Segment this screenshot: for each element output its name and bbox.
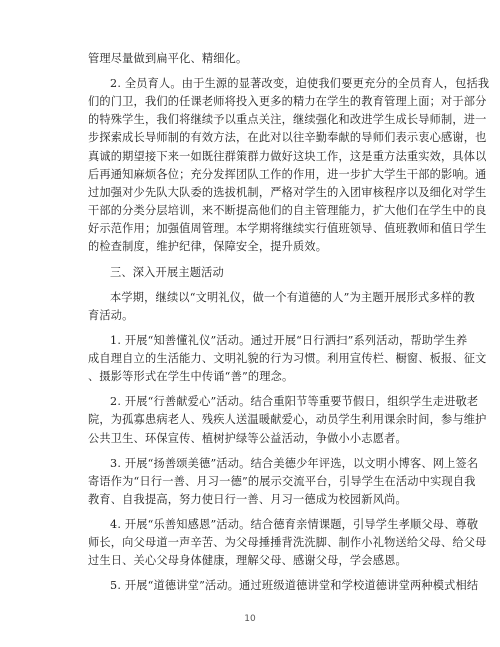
text-line-10: 好示范作用；加强值周管理。本学期将继续实行值班领导、值班教师和值日学生 xyxy=(88,221,487,235)
text-line-13: 本学期，继续以“文明礼仪，做一个有道德的人”为主题开展形式多样的教 xyxy=(110,290,475,304)
text-line-26: 过生日、关心父母身体健康，理解父母、感谢父母，学会感恩。 xyxy=(88,554,407,567)
text-line-27: 5. 开展“道德讲堂”活动。通过班级道德讲堂和学校道德讲堂两种模式相结 xyxy=(110,579,479,592)
section-heading: 三、深入开展主题活动 xyxy=(110,265,224,279)
text-line-23: 教育、自我提高，努力使日行一善、月习一德成为校园新风尚。 xyxy=(88,492,407,506)
text-line-15: 1. 开展“知善懂礼仪”活动。通过开展“日行洒扫”系列活动，帮助学生养 xyxy=(110,334,468,347)
text-line-11: 的检查制度，维护纪律，保障安全，提升质效。 xyxy=(88,240,328,253)
text-line-3: 们的门卫，我们的任课老师将投入更多的精力在学生的教育管理上面；对于部分 xyxy=(88,95,487,109)
page-number: 10 xyxy=(244,614,256,624)
text-line-22: 寄语作为“日行一善、月习一德”的展示交流平台，引导学生在活动中实现自我 xyxy=(88,474,476,488)
text-line-7: 后再通知麻烦各位；充分发挥团队工作的作用，进一步扩大学生干部的影响。通 xyxy=(88,167,487,181)
text-line-17: 、摄影等形式在学生中传诵“善”的理念。 xyxy=(88,370,294,384)
text-line-4: 的特殊学生，我们将继续予以重点关注，继续强化和改进学生成长导师制，进一 xyxy=(88,113,487,127)
text-line-14: 育活动。 xyxy=(88,309,134,322)
text-line-19: 院，为孤寡患病老人、残疾人送温暖献爱心，动员学生利用课余时间，参与维护 xyxy=(88,413,487,427)
text-line-5: 步探索成长导师制的有效方法，在此对以往辛勤奉献的导师们表示衷心感谢，也 xyxy=(88,131,487,145)
text-line-24: 4. 开展“乐善知感恩”活动。结合德育亲情课题，引导学生孝顺父母、尊敬 xyxy=(110,517,479,531)
text-line-2: 2. 全员育人。由于生源的显著改变，迫使我们要更充分的全员育人，包括我 xyxy=(110,77,490,90)
text-line-9: 干部的分类分层培训，来不断提高他们的自主管理能力，扩大他们在学生中的良 xyxy=(88,203,487,217)
text-line-16: 成自理自立的生活能力、文明礼貌的行为习惯。利用宣传栏、橱窗、板报、征文 xyxy=(88,352,487,366)
text-line-18: 2. 开展“行善献爱心”活动。结合重阳节等重要节假日，组织学生走进敬老 xyxy=(110,395,479,409)
text-line-20: 公共卫生、环保宣传、植树护绿等公益活动，争做小小志愿者。 xyxy=(88,431,407,445)
text-line-8: 过加强对少先队大队委的选拔机制，严格对学生的入团审核程序以及细化对学生 xyxy=(88,185,487,199)
text-line-6: 真诚的期望接下来一如既往群策群力做好这块工作，这是重方法重实效，具体以 xyxy=(88,149,487,163)
text-line-1: 管理尽量做到扁平化、精细化。 xyxy=(88,52,248,65)
text-line-25: 师长，向父母道一声辛苦、为父母捶捶背洗洗脚、制作小礼物送给父母、给父母 xyxy=(88,535,487,549)
text-line-21: 3. 开展“扬善颂美德”活动。结合美德少年评选，以文明小博客、网上签名 xyxy=(110,456,479,470)
